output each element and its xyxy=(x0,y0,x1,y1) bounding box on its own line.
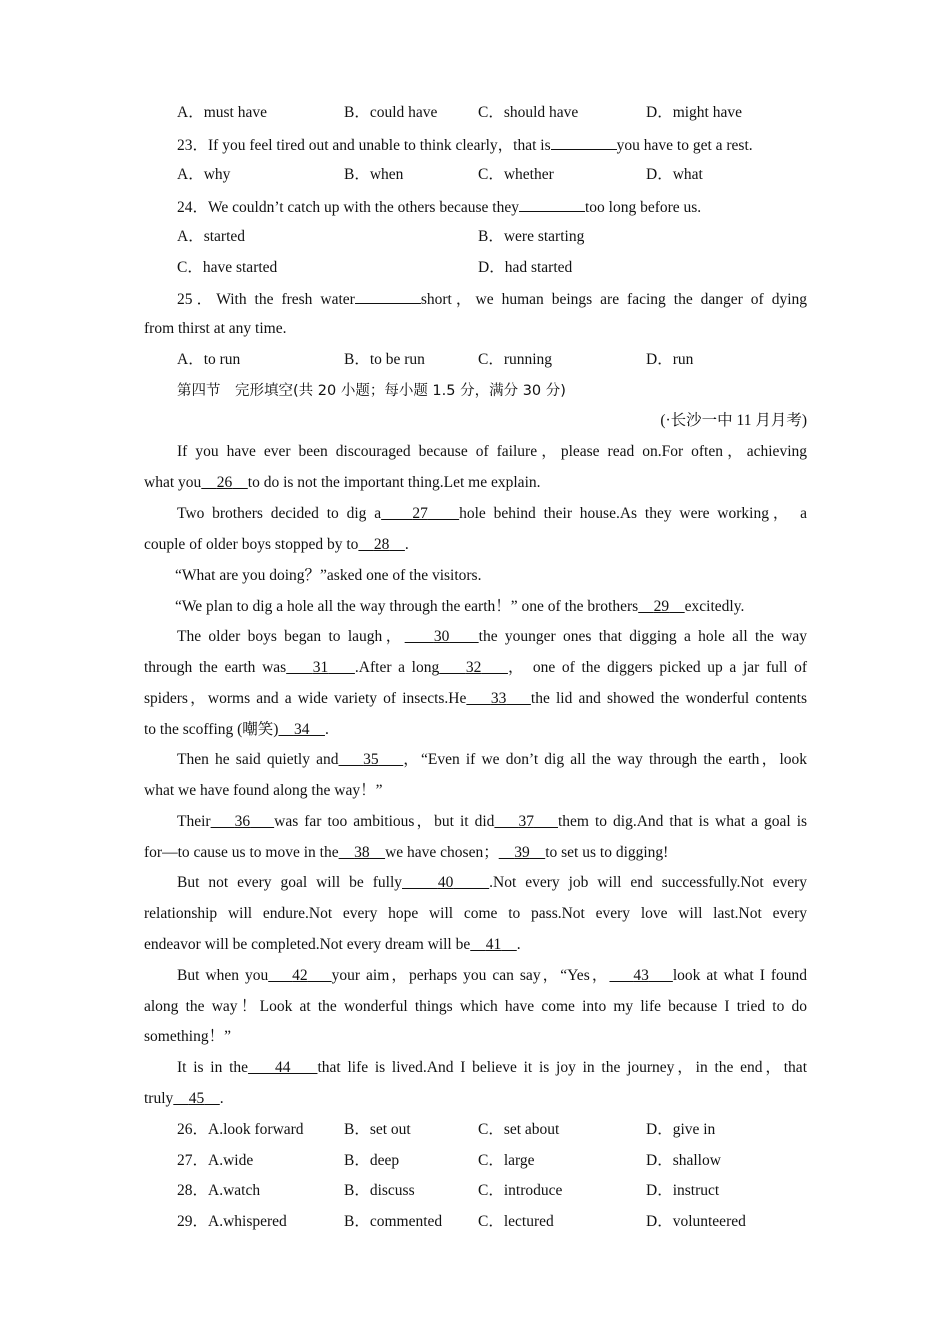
blank-30 xyxy=(405,628,479,645)
option-c: C．large xyxy=(478,1152,535,1169)
text: Two brothers decided to dig a xyxy=(177,505,382,522)
blank-31 xyxy=(286,659,355,676)
text: excitedly. xyxy=(684,598,745,615)
text: . xyxy=(219,1090,224,1107)
option-b: B．could have xyxy=(344,104,438,121)
blank-number: 27 xyxy=(412,505,428,522)
passage-line xyxy=(177,873,807,893)
blank-number: 44 xyxy=(275,1059,291,1076)
passage-line: If you have ever been discouraged because of failure，please read on.For often，achieving xyxy=(177,443,807,460)
text: It is in the xyxy=(177,1059,249,1076)
blank-number: 39 xyxy=(514,844,530,861)
blank-45 xyxy=(173,1090,220,1107)
option-a: A．started xyxy=(177,228,246,245)
blank-number: 36 xyxy=(234,813,251,830)
text: “We plan to dig a hole all the way through the earth！” one of the brothers xyxy=(175,598,639,615)
option-d: D．give in xyxy=(646,1121,716,1138)
option-b: B．deep xyxy=(344,1152,400,1169)
text: endeavor will be completed.Not every dream will be xyxy=(144,936,471,953)
question-text: 24．We couldn’t catch up with the others because they xyxy=(177,199,519,216)
passage-line: something！” xyxy=(144,1028,231,1045)
blank-34 xyxy=(278,721,325,738)
option-a: A．must have xyxy=(177,104,267,121)
option-c: C．have started xyxy=(177,259,278,276)
blank-number: 34 xyxy=(293,721,310,738)
passage-line xyxy=(144,535,807,555)
text: The older boys began to laugh， xyxy=(177,628,405,645)
q24-options-row1 xyxy=(177,227,807,247)
blank-28 xyxy=(358,536,405,553)
passage-line xyxy=(144,843,807,863)
text: But not every goal will be fully xyxy=(177,874,403,891)
passage-line xyxy=(144,689,807,709)
blank-43 xyxy=(609,967,672,984)
blank-29 xyxy=(638,598,685,615)
question-24 xyxy=(177,196,807,216)
option-d: D．what xyxy=(646,166,703,183)
passage-line xyxy=(144,658,807,678)
option-d: D．instruct xyxy=(646,1182,720,1199)
text: for—to cause us to move in the xyxy=(144,844,339,861)
passage-line: what we have found along the way！” xyxy=(144,782,383,799)
option-c: C．lectured xyxy=(478,1213,554,1230)
passage-line: “What are you doing？”asked one of the visitors. xyxy=(175,567,482,584)
passage-line xyxy=(177,750,807,770)
blank-number: 37 xyxy=(518,813,534,830)
blank-number: 35 xyxy=(363,751,379,768)
blank-41 xyxy=(470,936,517,953)
blank-number: 33 xyxy=(490,690,507,707)
text: through the earth was xyxy=(144,659,287,676)
passage-line: relationship will endure.Not every hope will come to pass.Not every love will last.Not every xyxy=(144,905,807,922)
answer-blank xyxy=(355,288,421,304)
text: Their xyxy=(177,813,211,830)
option-b: B．when xyxy=(344,166,404,183)
option-a: 27．A.wide xyxy=(177,1152,254,1169)
answer-blank xyxy=(519,196,585,212)
option-c: C．should have xyxy=(478,104,579,121)
text: couple of older boys stopped by to xyxy=(144,536,359,553)
passage-line xyxy=(175,597,838,617)
option-b: B．commented xyxy=(344,1213,443,1230)
option-d: D．might have xyxy=(646,104,742,121)
passage-line xyxy=(177,627,807,647)
text: to the scoffing (嘲笑) xyxy=(144,721,279,738)
blank-35 xyxy=(338,751,403,768)
blank-33 xyxy=(466,690,531,707)
blank-number: 31 xyxy=(312,659,329,676)
text: them to dig.And that is what a goal is xyxy=(557,813,808,830)
passage-line xyxy=(177,504,807,524)
blank-number: 30 xyxy=(433,628,450,645)
text: Then he said quietly and xyxy=(177,751,339,768)
option-b: B．to be run xyxy=(344,351,425,368)
question-25-cont: from thirst at any time. xyxy=(144,320,287,337)
option-a: 28．A.watch xyxy=(177,1182,261,1199)
blank-42 xyxy=(268,967,331,984)
text: the younger ones that digging a hole all the way xyxy=(478,628,808,645)
q24-options-row2 xyxy=(177,258,807,278)
text: .Not every job will end successfully.Not every xyxy=(489,874,808,891)
blank-number: 28 xyxy=(373,536,390,553)
text: your aim，perhaps you can say，“Yes， xyxy=(331,967,610,984)
passage-line xyxy=(144,935,807,955)
blank-number: 43 xyxy=(633,967,649,984)
text: we have chosen； xyxy=(385,844,499,861)
option-b: B．set out xyxy=(344,1121,411,1138)
text: to do is not the important thing.Let me explain. xyxy=(247,474,541,491)
text: .After a long xyxy=(354,659,440,676)
question-text: 25．With the fresh water xyxy=(177,291,355,308)
q25-options xyxy=(177,350,807,370)
passage-line xyxy=(144,720,807,740)
text: the lid and showed the wonderful contents xyxy=(530,690,808,707)
blank-40 xyxy=(402,874,489,891)
question-text: 23．If you feel tired out and unable to think clearly，that is xyxy=(177,137,551,154)
option-a: 29．A.whispered xyxy=(177,1213,287,1230)
blank-number: 45 xyxy=(188,1090,205,1107)
question-text: you have to get a rest. xyxy=(616,137,753,154)
blank-44 xyxy=(248,1059,317,1076)
blank-37 xyxy=(494,813,558,830)
blank-number: 41 xyxy=(485,936,502,953)
blank-27 xyxy=(381,505,459,522)
blank-39 xyxy=(499,844,546,861)
option-a: A．to run xyxy=(177,351,241,368)
text: what you xyxy=(144,474,202,491)
text: to set us to digging! xyxy=(545,844,669,861)
text: was far too ambitious，but it did xyxy=(274,813,495,830)
blank-36 xyxy=(211,813,275,830)
text: But when you xyxy=(177,967,269,984)
passage-line xyxy=(177,1058,807,1078)
option-a: 26．A.look forward xyxy=(177,1121,304,1138)
question-text: too long before us. xyxy=(584,199,702,216)
option-d: D．run xyxy=(646,351,694,368)
text: look at what I found xyxy=(672,967,808,984)
text: . xyxy=(324,721,329,738)
question-25 xyxy=(177,288,807,308)
passage-line xyxy=(177,966,807,986)
passage-line: along the way！Look at the wonderful things which have come into my life because I tried to do xyxy=(144,998,807,1015)
blank-26 xyxy=(201,474,248,491)
option-b: B．were starting xyxy=(478,228,585,245)
question-row xyxy=(177,1212,807,1232)
passage-line xyxy=(144,473,807,493)
blank-number: 42 xyxy=(292,967,308,984)
option-a: A．why xyxy=(177,166,231,183)
text: . xyxy=(404,536,409,553)
text: spiders，worms and a wide variety of insects.He xyxy=(144,690,467,707)
option-c: C．introduce xyxy=(478,1182,563,1199)
question-23 xyxy=(177,134,807,154)
option-c: C．running xyxy=(478,351,553,368)
question-row xyxy=(177,1120,807,1140)
text: ，“Even if we don’t dig all the way through the earth，look xyxy=(403,751,808,768)
question-row xyxy=(177,1151,807,1171)
text: . xyxy=(516,936,521,953)
option-d: D．volunteered xyxy=(646,1213,746,1230)
q23-options xyxy=(177,165,807,185)
option-b: B．discuss xyxy=(344,1182,415,1199)
option-d: D．shallow xyxy=(646,1152,721,1169)
text: hole behind their house.As they were working， a xyxy=(459,505,808,522)
answer-blank xyxy=(551,134,617,150)
text: ， one of the diggers picked up a jar full of xyxy=(507,659,808,676)
passage-line xyxy=(177,812,807,832)
option-c: C．whether xyxy=(478,166,554,183)
blank-number: 38 xyxy=(354,844,370,861)
blank-38 xyxy=(339,844,386,861)
text: that life is lived.And I believe it is joy in the journey，in the end，that xyxy=(317,1059,807,1076)
question-row xyxy=(177,1181,807,1201)
option-c: C．set about xyxy=(478,1121,560,1138)
passage-line xyxy=(144,1089,807,1109)
q22-options xyxy=(177,103,807,123)
option-d: D．had started xyxy=(478,259,573,276)
section-heading: 第四节 完形填空(共 20 小题；每小题 1.5 分，满分 30 分) xyxy=(177,383,566,399)
text: truly xyxy=(144,1090,174,1107)
source-note: (·长沙一中 11 月月考) xyxy=(660,412,807,429)
blank-number: 29 xyxy=(653,598,670,615)
question-text: short，we human beings are facing the danger of dying xyxy=(420,291,807,308)
blank-number: 26 xyxy=(216,474,233,491)
blank-number: 32 xyxy=(465,659,482,676)
blank-32 xyxy=(439,659,508,676)
blank-number: 40 xyxy=(437,874,454,891)
